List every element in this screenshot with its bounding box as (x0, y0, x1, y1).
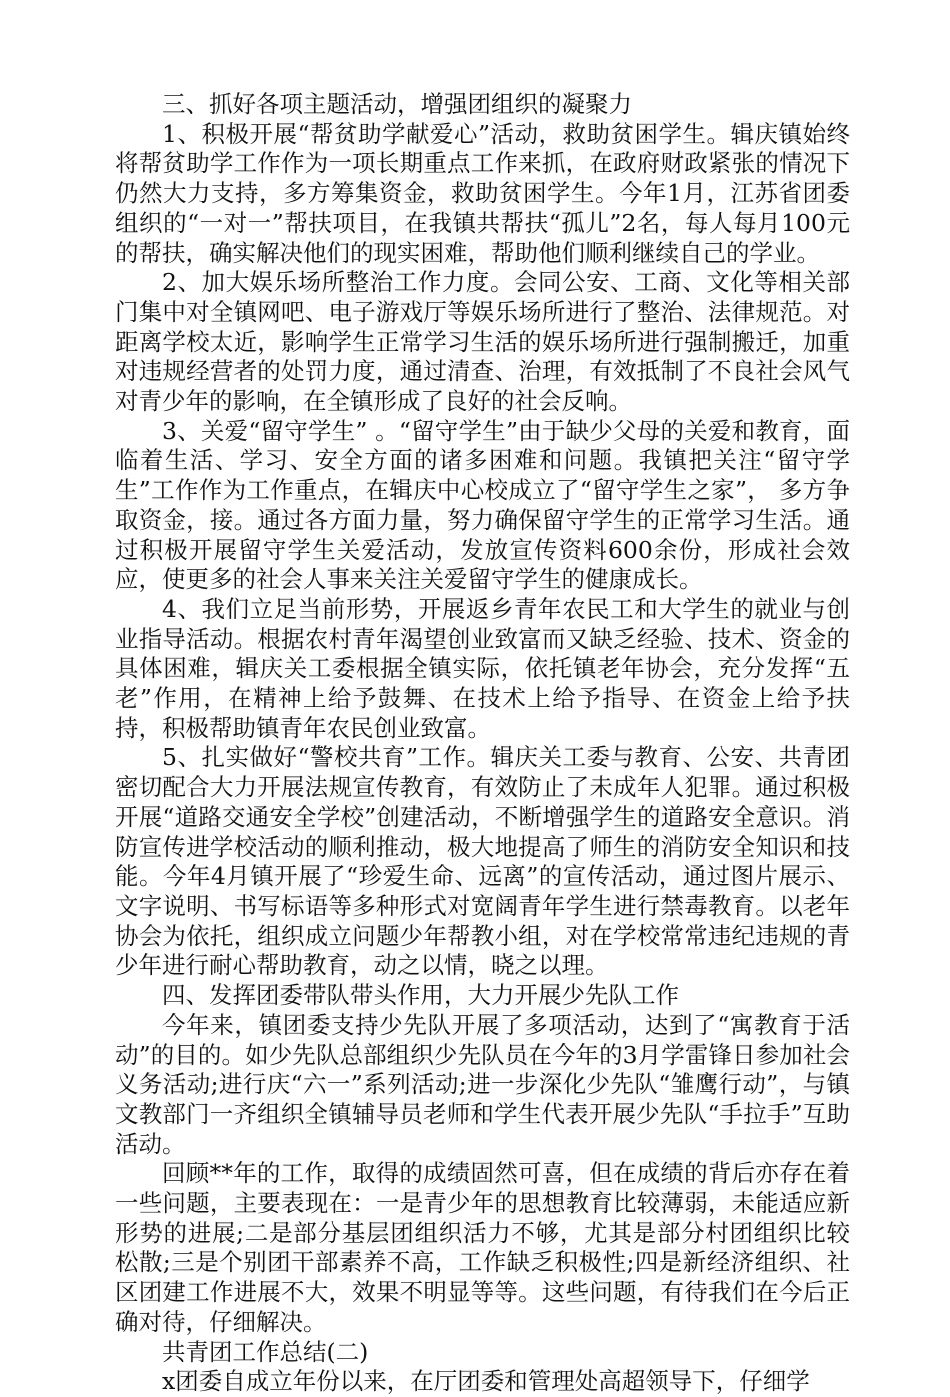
paragraph-item-5: 5、扎实做好“警校共育”工作。辑庆关工委与教育、公安、共青团密切配合大力开展法规宣传教育，有效防止了未成年人犯罪。通过积极开展“道路交通安全学校”创建活动，不断增强学生的道路安全意识。消防宣传进学校活动的顺利推动，极大地提高了师生的消防安全知识和技能。今年4月镇开展了“珍爱生命、远离”的宣传活动，通过图片展示、文字说明、书写标语等多种形式对宽阔青年学生进行禁毒教育。以老年协会为依托，组织成立问题少年帮教小组，对在学校常常违纪违规的青少年进行耐心帮助教育，动之以情，晓之以理。 (115, 743, 850, 980)
paragraph-item-2: 2、加大娱乐场所整治工作力度。会同公安、工商、文化等相关部门集中对全镇网吧、电子游戏厅等娱乐场所进行了整治、法律规范。对距离学校太近，影响学生正常学习生活的娱乐场所进行强制搬迁，加重对违规经营者的处罚力度，通过清查、治理，有效抵制了不良社会风气对青少年的影响，在全镇形成了良好的社会反响。 (115, 268, 850, 416)
section-heading-four: 四、发挥团委带队带头作用，大力开展少先队工作 (162, 981, 679, 1010)
section-heading-three: 三、抓好各项主题活动，增强团组织的凝聚力 (162, 90, 632, 118)
paragraph-review: 回顾**年的工作，取得的成绩固然可喜，但在成绩的背后亦存在着一些问题，主要表现在：一是青少年的思想教育比较薄弱，未能适应新形势的进展;二是部分基层团组织活力不够，尤其是部分村团组织比较松散;三是个别团干部素养不高，工作缺乏积极性;四是新经济组织、社区团建工作进展不大，效果不明显等等。这些问题，有待我们在今后正确对待，仔细解决。 (115, 1159, 850, 1336)
paragraph-young-pioneers: 今年来，镇团委支持少先队开展了多项活动，达到了“寓教育于活动”的目的。如少先队总部组织少先队员在今年的3月学雷锋日参加社会义务活动;进行庆“六一”系列活动;进一步深化少先队“雏鹰行动”，与镇文教部门一齐组织全镇辅导员老师和学生代表开展少先队“手拉手”互助活动。 (115, 1010, 850, 1158)
paragraph-item-1: 1、积极开展“帮贫助学献爱心”活动，救助贫困学生。辑庆镇始终将帮贫助学工作作为一项长期重点工作来抓，在政府财政紧张的情况下仍然大力支持，多方筹集资金，救助贫困学生。今年1月，江苏省团委组织的“一对一”帮扶项目，在我镇共帮扶“孤儿”2名，每人每月100元的帮扶，确实解决他们的现实困难，帮助他们顺利继续自己的学业。 (115, 119, 850, 267)
document-subtitle: 共青团工作总结(二) (162, 1337, 369, 1366)
paragraph-item-3: 3、关爱“留守学生” 。“留守学生”由于缺少父母的关爱和教育，面临着生活、学习、安全方面的诸多困难和问题。我镇把关注“留守学生”工作作为工作重点，在辑庆中心校成立了“留守学生之家”， 多方争取资金，接。通过各方面力量，努力确保留守学生的正常学习生活。通过积极开展留守学生关爱活动，发放宣传资料600余份，形成社会效应，使更多的社会人事来关注关爱留守学生的健康成长。 (115, 416, 850, 594)
paragraph-item-4: 4、我们立足当前形势，开展返乡青年农民工和大学生的就业与创业指导活动。根据农村青年渴望创业致富而又缺乏经验、技术、资金的具体困难，辑庆关工委根据全镇实际，依托镇老年协会，充分发挥“五老”作用，在精神上给予鼓舞、在技术上给予指导、在资金上给予扶持，积极帮助镇青年农民创业致富。 (115, 594, 850, 742)
paragraph-intro-part-two: x团委自成立年份以来，在厅团委和管理处高超领导下，仔细学 (162, 1367, 810, 1396)
document-page (115, 90, 850, 1397)
